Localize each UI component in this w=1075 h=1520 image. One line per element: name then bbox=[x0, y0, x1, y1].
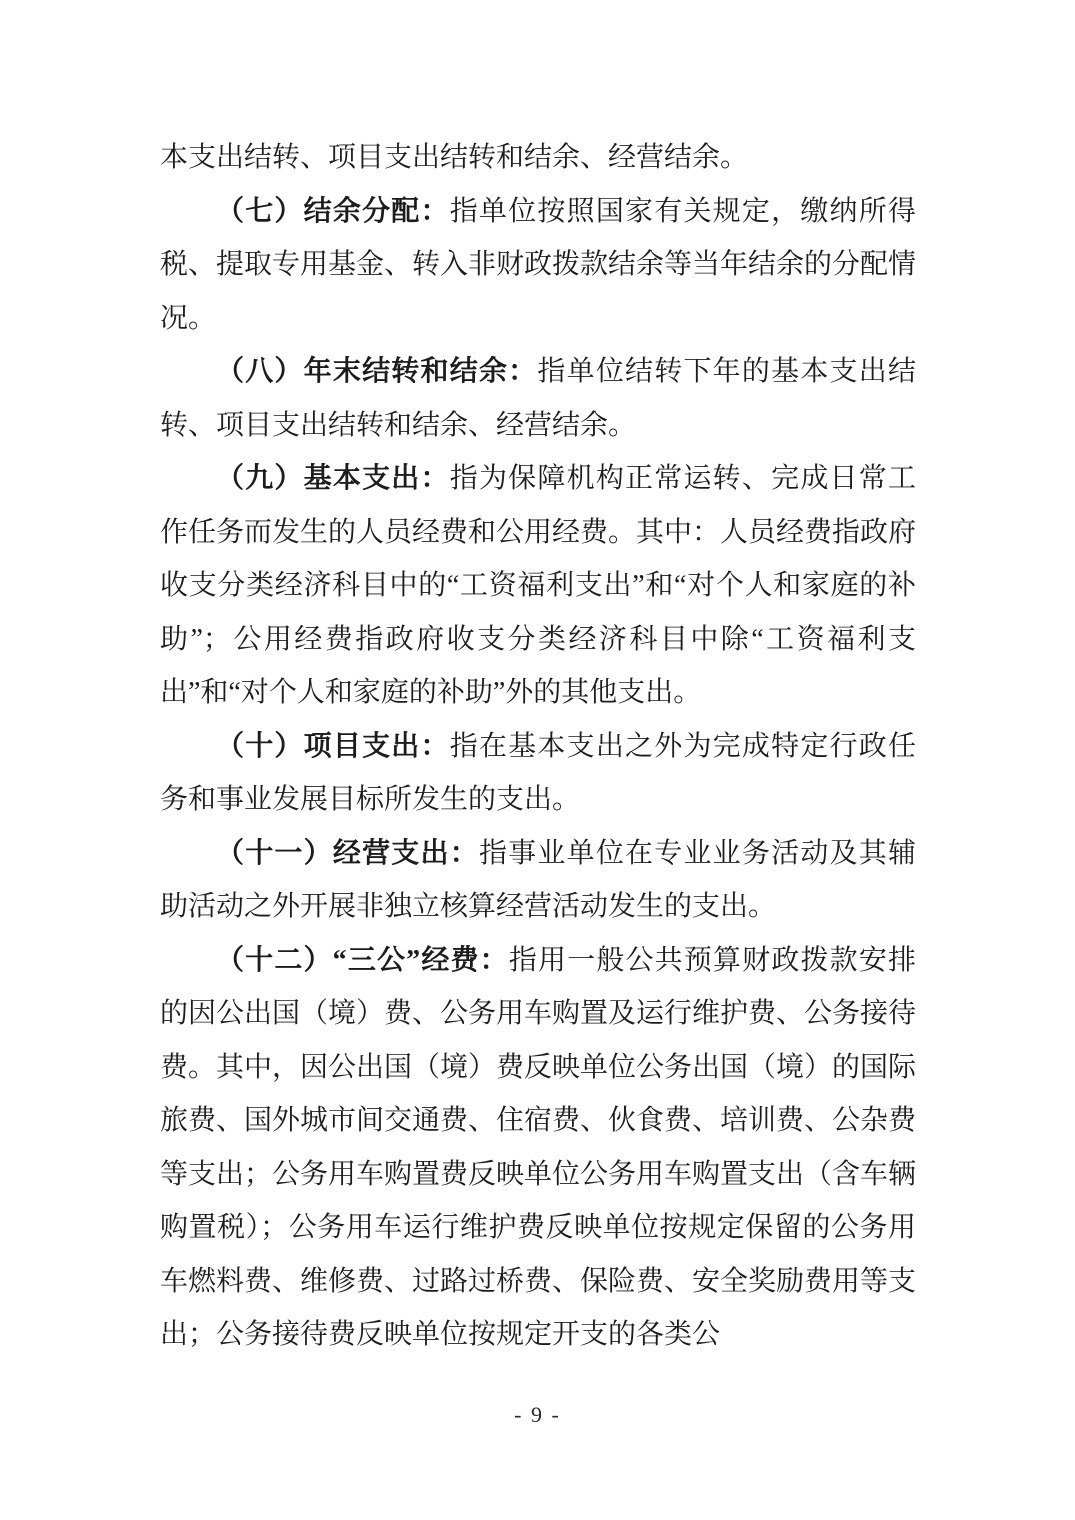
paragraph-heading: （九）基本支出： bbox=[216, 463, 450, 494]
paragraph-heading: （十二）“三公”经费： bbox=[216, 944, 509, 976]
paragraph-text: 本支出结转、项目支出结转和结余、经营结余。 bbox=[160, 142, 749, 173]
paragraph-text: 指为保障机构正常运转、完成日常工作任务而发生的人员经费和公用经费。其中：人员经费指政府收支分类经济科目中的“工资福利支出”和“对个人和家庭的补助”；公用经费指政府收支分类经济科目中除“工资福利支出”和“对个人和家庭的补助”外的其他支出。 bbox=[160, 463, 917, 708]
paragraph bbox=[160, 452, 916, 720]
paragraph bbox=[160, 345, 916, 452]
paragraph-heading: （八）年末结转和结余： bbox=[216, 356, 538, 387]
paragraph-text: 指单位按照国家有关规定，缴纳所得税、提取专用基金、转入非财政拨款结余等当年结余的分配情况。 bbox=[160, 195, 917, 334]
paragraph bbox=[160, 720, 916, 827]
paragraph-text: 指单位结转下年的基本支出结转、项目支出结转和结余、经营结余。 bbox=[160, 356, 916, 441]
page-number: - 9 - bbox=[514, 1402, 561, 1427]
paragraph-text: 指在基本支出之外为完成特定行政任务和事业发展目标所发生的支出。 bbox=[160, 730, 916, 815]
document-body bbox=[160, 0, 916, 1362]
paragraph bbox=[160, 131, 916, 185]
paragraph-text: 指事业单位在专业业务活动及其辅助活动之外开展非独立核算经营活动发生的支出。 bbox=[160, 837, 916, 922]
paragraph-heading: （十一）经营支出： bbox=[216, 837, 479, 869]
paragraph-text: 指用一般公共预算财政拨款安排的因公出国（境）费、公务用车购置及运行维护费、公务接待费。其中，因公出国（境）费反映单位公务出国（境）的国际旅费、国外城市间交通费、住宿费、伙食费、培训费、公杂费等支出；公务用车购置费反映单位公务用车购置支出（含车辆购置税）；公务用车运行维护费反映单位按规定保留的公务用车燃料费、维修费、过路过桥费、保险费、安全奖励费用等支出；公务接待费反映单位按规定开支的各类公 bbox=[160, 944, 917, 1350]
paragraph-heading: （十）项目支出： bbox=[216, 730, 450, 762]
paragraph bbox=[160, 934, 916, 1362]
paragraph-heading: （七）结余分配： bbox=[216, 195, 450, 227]
paragraph bbox=[160, 185, 916, 346]
paragraph bbox=[160, 827, 916, 934]
